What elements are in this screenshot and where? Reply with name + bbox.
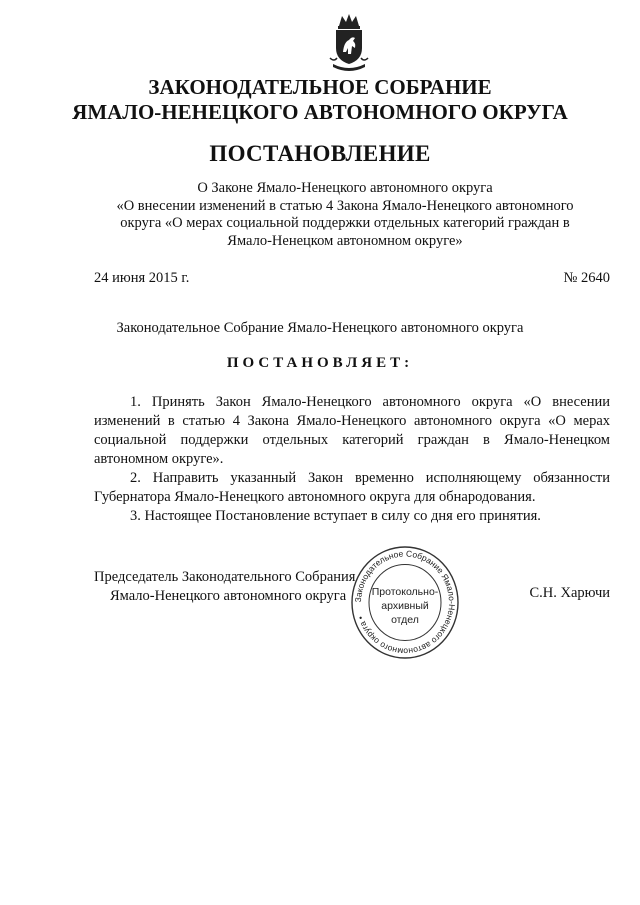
resolves-heading: ПОСТАНОВЛЯЕТ: <box>226 355 414 371</box>
archive-stamp <box>350 545 460 660</box>
document-type-title: ПОСТАНОВЛЕНИЕ <box>209 141 431 166</box>
document-subject <box>95 180 595 250</box>
organization-title-line2: ЯМАЛО-НЕНЕЦКОГО АВТОНОМНОГО ОКРУГА <box>72 100 568 124</box>
resolution-items <box>94 393 610 526</box>
resolution-item: 1. Принять Закон Ямало-Ненецкого автономного округа «О внесении изменений в статью 4 Закона Ямало-Ненецкого автономного округа «О мерах социальной поддержки отдельных категорий граждан в Ямало-Ненецком автономном округе». <box>94 394 610 467</box>
stamp-center-line3: отдел <box>391 614 419 626</box>
signer-position-line1: Председатель Законодательного Собрания <box>94 569 356 585</box>
resolution-item: 3. Настоящее Постановление вступает в силу со дня его принятия. <box>130 508 541 524</box>
coat-of-arms-emblem <box>325 12 373 74</box>
subject-line: округа «О мерах социальной поддержки отдельных категорий граждан в <box>120 215 570 231</box>
organization-title-line1: ЗАКОНОДАТЕЛЬНОЕ СОБРАНИЕ <box>148 75 492 99</box>
document-date: 24 июня 2015 г. <box>94 270 190 286</box>
signer-position-line2: Ямало-Ненецкого автономного округа <box>110 588 347 604</box>
subject-line: Ямало-Ненецком автономном округе» <box>227 232 463 249</box>
subject-line: «О внесении изменений в статью 4 Закона Ямало-Ненецкого автономного <box>116 197 574 214</box>
stamp-center-line1: Протокольно- <box>371 586 439 598</box>
signer-name: С.Н. Харючи <box>529 585 610 601</box>
stamp-ring-text: Законодательное Собрание Ямало-Ненецкого автономного округа • <box>352 548 458 657</box>
stamp-center-line2: архивный <box>381 600 429 612</box>
subject-line: О Законе Ямало-Ненецкого автономного округа <box>197 180 493 196</box>
preamble: Законодательное Собрание Ямало-Ненецкого автономного округа <box>116 320 524 336</box>
resolution-item: 2. Направить указанный Закон временно исполняющему обязанности Губернатора Ямало-Ненецкого автономного округа для обнародования. <box>94 470 610 505</box>
signer-position <box>94 568 355 606</box>
document-number: № 2640 <box>563 270 610 286</box>
